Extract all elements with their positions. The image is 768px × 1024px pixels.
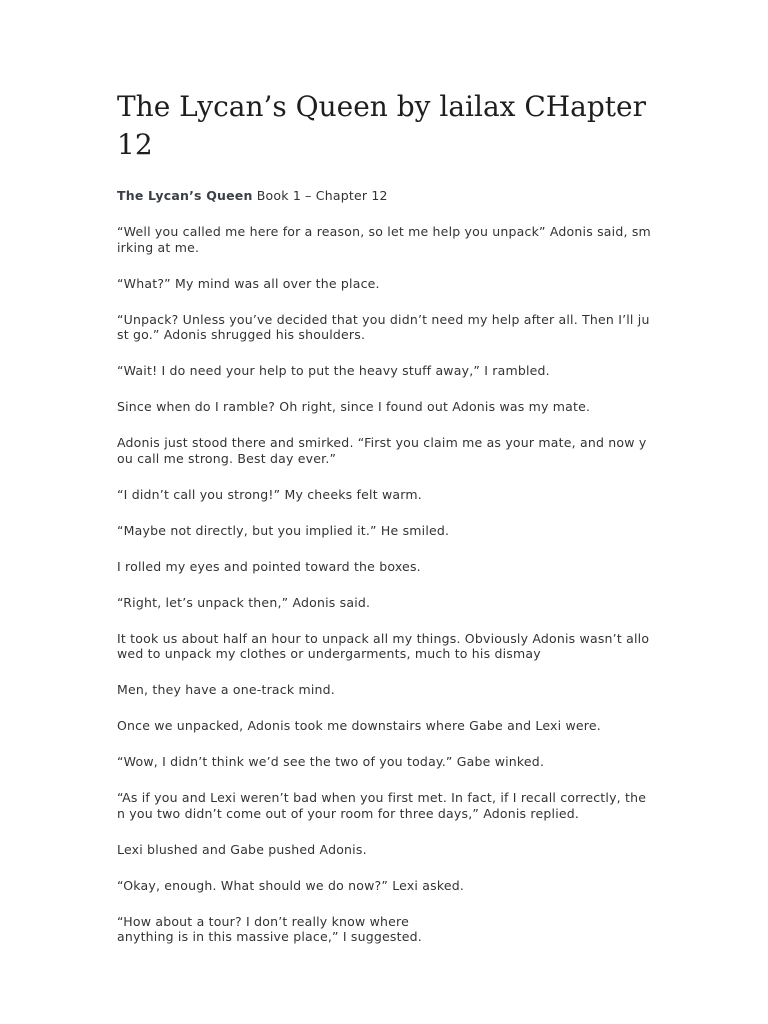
paragraph: I rolled my eyes and pointed toward the boxes. [117,558,421,574]
paragraph: Lexi blushed and Gabe pushed Adonis. [117,841,367,857]
paragraph: Adonis just stood there and smirked. “First you claim me as your mate, and now you call me strong. Best day ever.” [117,435,647,466]
paragraph: “Unpack? Unless you’ve decided that you didn’t need my help after all. Then I’ll just go.” Adonis shrugged his shoulders. [117,311,650,342]
paragraph: Since when do I ramble? Oh right, since I found out Adonis was my mate. [117,399,591,414]
paragraph: Once we unpacked, Adonis took me downstairs where Gabe and Lexi were. [117,718,601,733]
paragraph: Men, they have a one-track mind. [117,682,335,697]
paragraph: “As if you and Lexi weren’t bad when you first met. In fact, if I recall correctly, then you two didn’t come out of your room for three days,” Adonis replied. [117,790,647,821]
document-page [117,88,653,965]
paragraph: “Okay, enough. What should we do now?” Lexi asked. [117,877,465,893]
book-title: The Lycan’s Queen [117,188,253,203]
subtitle-line [117,188,653,204]
book-chapter: Book 1 – Chapter 12 [252,188,388,203]
paragraph: It took us about half an hour to unpack all my things. Obviously Adonis wasn’t allowed to unpack my clothes or undergarments, much to his dismay [117,630,650,661]
paragraph: “What?” My mind was all over the place. [117,275,380,291]
paragraph: “Well you called me here for a reason, so let me help you unpack” Adonis said, smirking at me. [117,224,651,255]
paragraph: “Wait! I do need your help to put the heavy stuff away,” I rambled. [117,363,550,378]
paragraph: “I didn’t call you strong!” My cheeks felt warm. [117,486,422,502]
document-title: The Lycan’s Queen by lailax CHapter 12 [117,90,646,161]
paragraph: “Wow, I didn’t think we’d see the two of you today.” Gabe winked. [117,754,545,769]
paragraph: “Maybe not directly, but you implied it.” He smiled. [117,522,450,538]
paragraph: “Right, let’s unpack then,” Adonis said. [117,594,371,610]
paragraph: “How about a tour? I don’t really know where anything is in this massive place,” I suggested. [117,913,422,944]
